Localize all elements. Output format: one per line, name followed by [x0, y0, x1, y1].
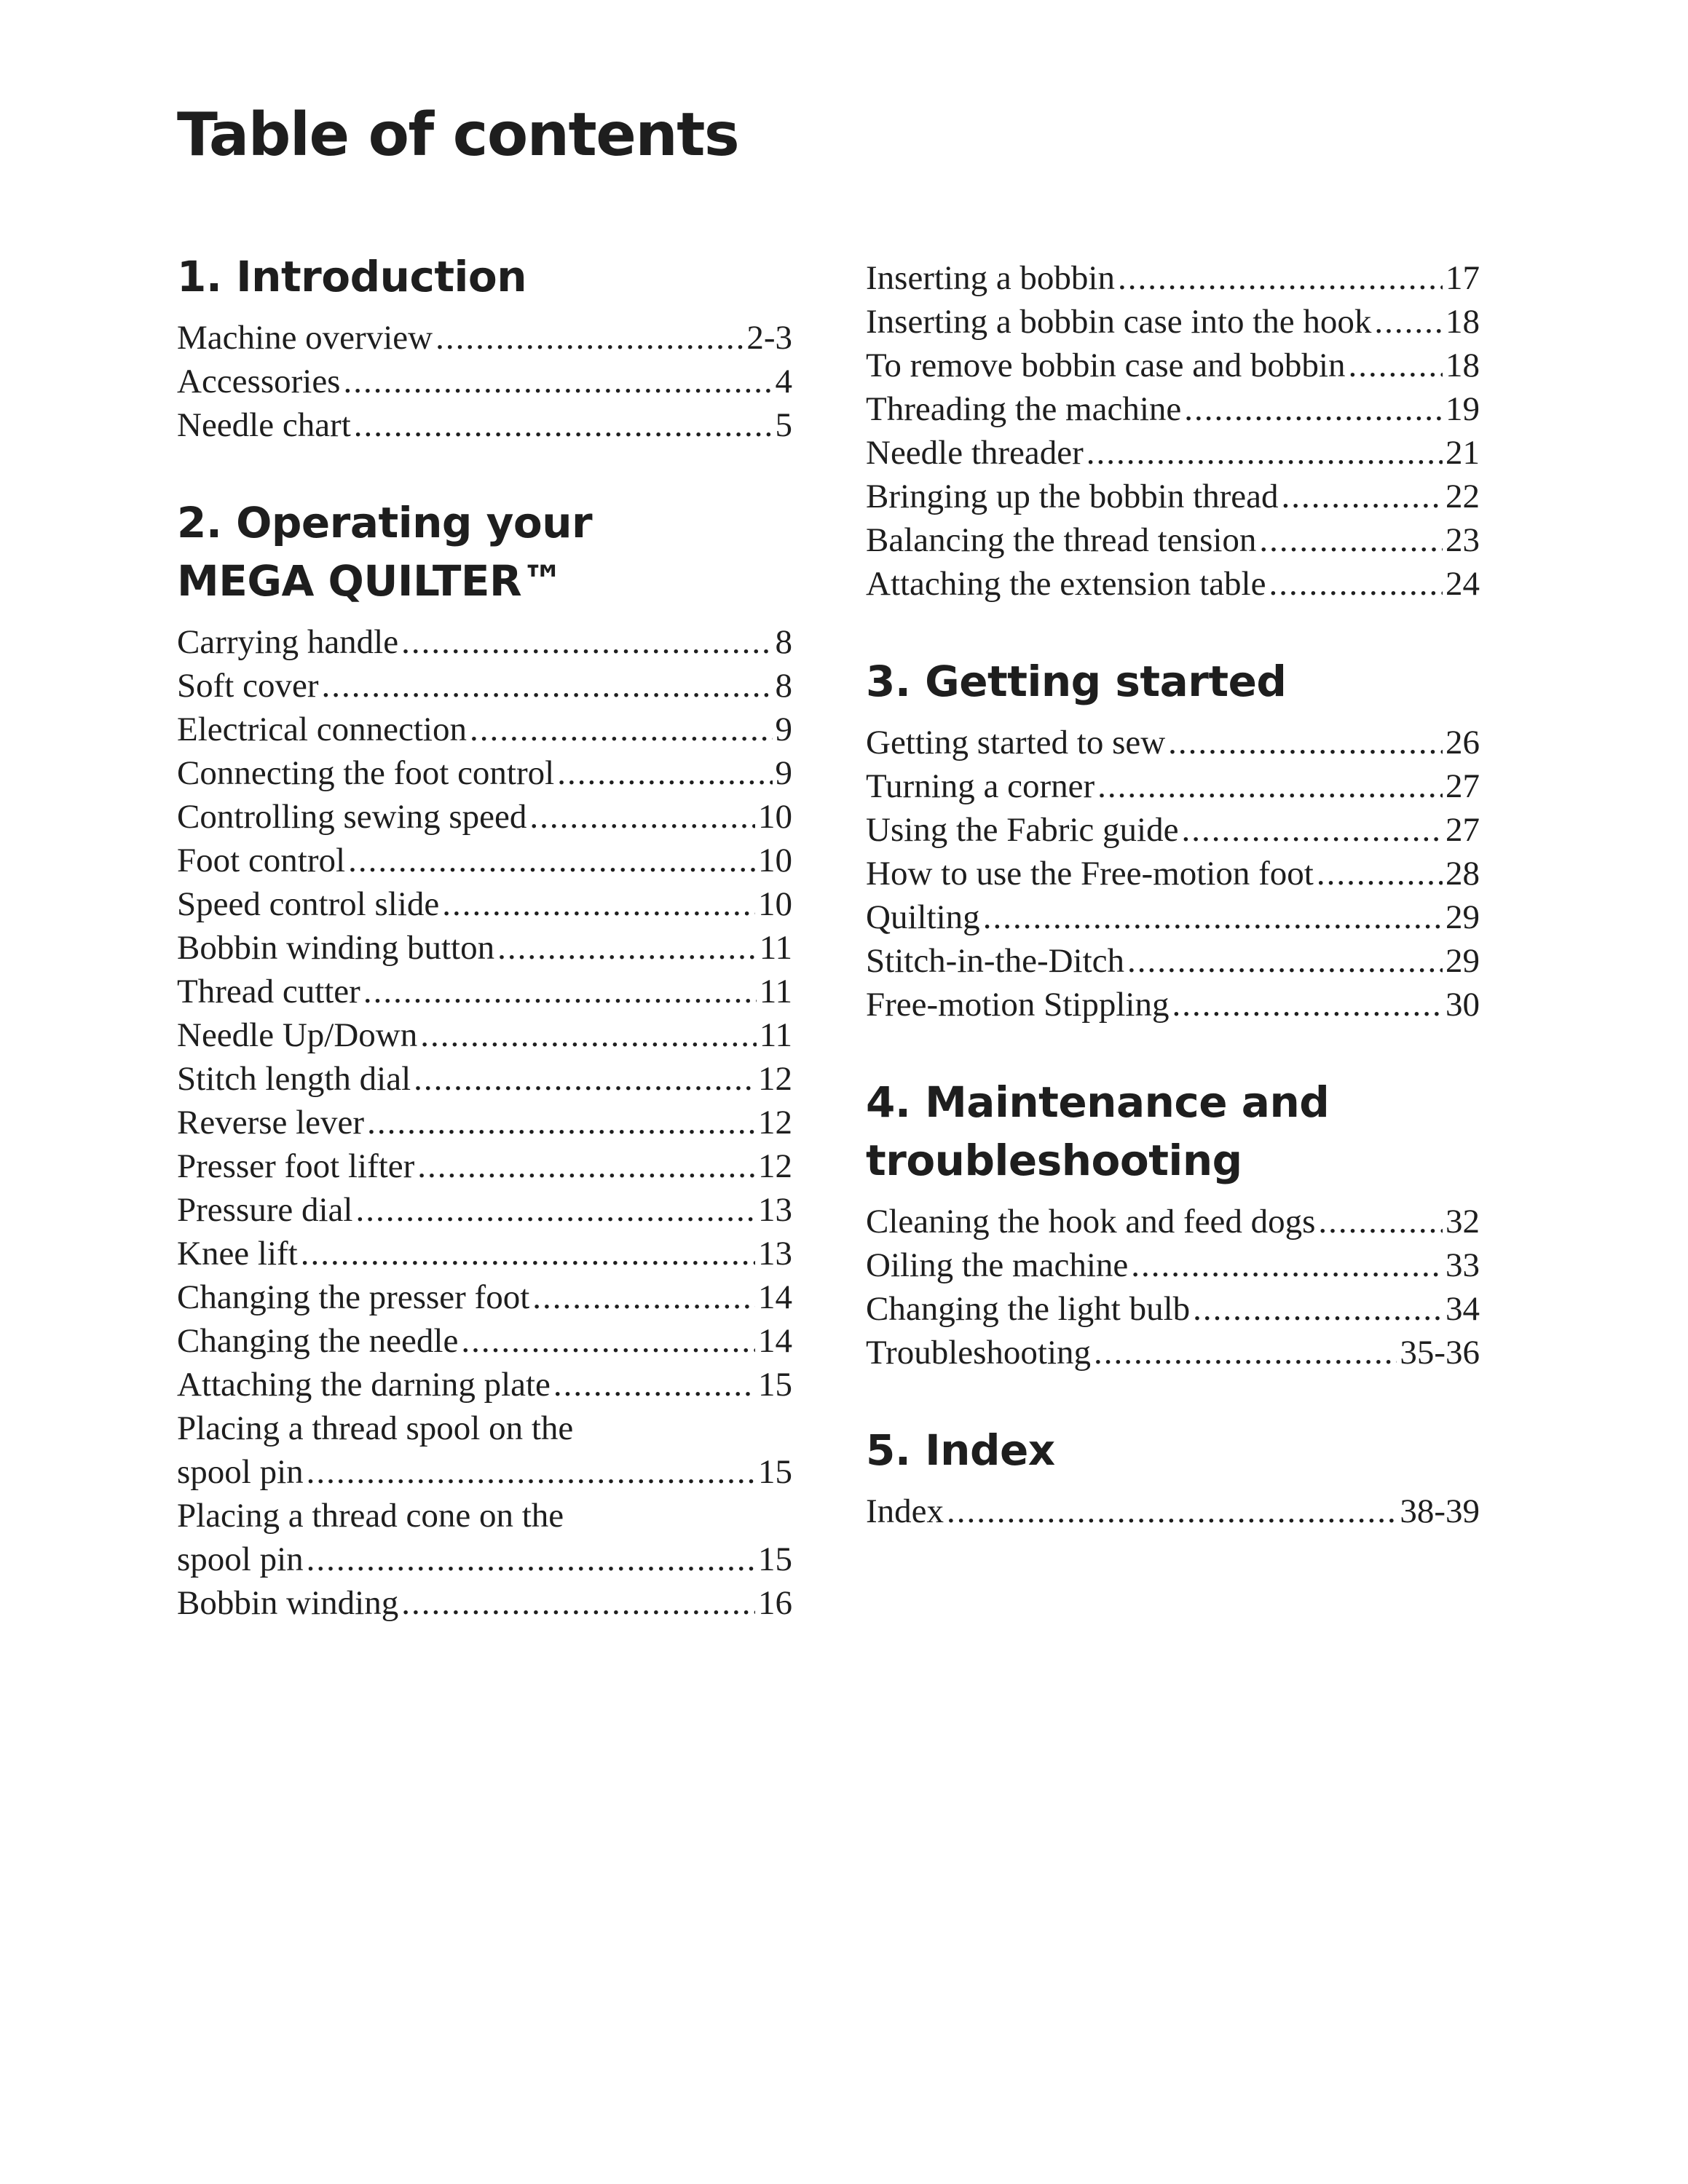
toc-entry-label: Balancing the thread tension — [866, 521, 1257, 559]
toc-entry-page: 23 — [1446, 521, 1480, 559]
toc-entry-row — [177, 664, 792, 708]
dot-leader — [1127, 939, 1443, 983]
toc-entry-row — [866, 852, 1480, 895]
toc-entry[interactable] — [177, 1494, 792, 1581]
toc-entry-page: 35-36 — [1400, 1334, 1480, 1372]
toc-entry[interactable] — [866, 344, 1480, 387]
toc-entry-label: Foot control — [177, 842, 346, 879]
toc-entry-label: Stitch-in-the-Ditch — [866, 942, 1125, 980]
toc-entry[interactable] — [177, 1232, 792, 1275]
toc-entry-row — [177, 1538, 792, 1581]
toc-entry-page: 33 — [1446, 1246, 1480, 1284]
toc-entry-label: Bringing up the bobbin thread — [866, 478, 1279, 515]
toc-entry-label: Bobbin winding — [177, 1584, 399, 1622]
dot-leader — [1282, 475, 1443, 518]
dot-leader — [321, 664, 772, 708]
toc-entry-row — [177, 1101, 792, 1144]
dot-leader — [532, 1275, 755, 1319]
dot-leader — [1259, 518, 1443, 562]
toc-entry-label: Needle chart — [177, 406, 351, 444]
toc-entry-page: 14 — [758, 1322, 792, 1360]
toc-entry[interactable] — [866, 1489, 1480, 1533]
toc-entry-row — [866, 764, 1480, 808]
toc-entry-label: To remove bobbin case and bobbin — [866, 347, 1346, 384]
toc-entry-page: 8 — [775, 623, 792, 661]
toc-section — [177, 248, 792, 447]
toc-entry-label: Knee lift — [177, 1235, 298, 1273]
toc-entry-label: spool pin — [177, 1453, 304, 1491]
toc-entry[interactable] — [177, 1144, 792, 1188]
toc-section — [866, 256, 1480, 606]
toc-entry-label: Presser foot lifter — [177, 1147, 415, 1185]
toc-entry-page: 22 — [1446, 478, 1480, 515]
toc-entry-row — [177, 1188, 792, 1232]
toc-entry[interactable] — [866, 721, 1480, 764]
dot-leader — [1097, 764, 1443, 808]
toc-entry-label: Turning a corner — [866, 767, 1095, 805]
dot-leader — [1168, 721, 1443, 764]
toc-entry-label: Bobbin winding button — [177, 929, 495, 967]
toc-entry-page: 27 — [1446, 811, 1480, 849]
toc-entry-row — [177, 1363, 792, 1406]
toc-entry-row — [177, 1319, 792, 1363]
toc-list — [866, 721, 1480, 1026]
section-heading — [866, 652, 1480, 711]
section-heading — [177, 248, 792, 306]
toc-entry-label: Inserting a bobbin case into the hook — [866, 303, 1372, 341]
toc-entry-page: 27 — [1446, 767, 1480, 805]
dot-leader — [1269, 562, 1443, 606]
toc-entry-label: Needle threader — [866, 434, 1084, 472]
toc-section — [866, 1421, 1480, 1533]
toc-entry-page: 15 — [758, 1453, 792, 1491]
toc-entry-label: Reverse lever — [177, 1104, 365, 1142]
toc-entry[interactable] — [177, 360, 792, 403]
toc-entry-row — [177, 1013, 792, 1057]
toc-entry-row — [866, 1287, 1480, 1331]
toc-entry[interactable] — [866, 431, 1480, 475]
toc-entry[interactable] — [866, 518, 1480, 562]
toc-entry-page: 12 — [758, 1147, 792, 1185]
toc-entry-page: 28 — [1446, 855, 1480, 893]
toc-entry-label: Needle Up/Down — [177, 1016, 418, 1054]
dot-leader — [470, 708, 773, 751]
toc-entry[interactable] — [866, 808, 1480, 852]
toc-entry-page: 16 — [758, 1584, 792, 1622]
toc-entry[interactable] — [866, 983, 1480, 1026]
toc-entry-label: Accessories — [177, 363, 341, 400]
toc-entry-page: 10 — [758, 842, 792, 879]
toc-entry[interactable] — [866, 1287, 1480, 1331]
toc-entry-label: Machine overview — [177, 319, 433, 357]
toc-entry-label: Attaching the darning plate — [177, 1366, 551, 1404]
toc-entry-label: Cleaning the hook and feed dogs — [866, 1203, 1316, 1241]
toc-entry-label: Placing a thread cone on the — [177, 1497, 564, 1535]
section-heading-line: 4. Maintenance and — [866, 1077, 1330, 1127]
section-heading — [177, 494, 792, 610]
toc-entry-page: 18 — [1446, 347, 1480, 384]
toc-entry-page: 11 — [759, 973, 792, 1010]
toc-entry-row — [177, 620, 792, 664]
toc-entry-page: 12 — [758, 1060, 792, 1098]
toc-entry-page: 21 — [1446, 434, 1480, 472]
toc-entry-page: 11 — [759, 1016, 792, 1054]
toc-entry-label: Quilting — [866, 898, 980, 936]
toc-entry-row — [866, 1200, 1480, 1243]
toc-entry[interactable] — [866, 1331, 1480, 1374]
toc-entry-row — [177, 360, 792, 403]
toc-entry-label: Index — [866, 1492, 944, 1530]
toc-entry-page: 2-3 — [746, 319, 792, 357]
toc-entry-page: 30 — [1446, 986, 1480, 1024]
toc-entry-label: How to use the Free-motion foot — [866, 855, 1314, 893]
dot-leader — [553, 1363, 755, 1406]
toc-entry-page: 38-39 — [1400, 1492, 1480, 1530]
toc-entry[interactable] — [866, 300, 1480, 344]
dot-leader — [414, 1057, 755, 1101]
dot-leader — [529, 795, 755, 839]
toc-entry-row — [177, 795, 792, 839]
toc-entry-label: Soft cover — [177, 667, 319, 705]
toc-list — [866, 1489, 1480, 1533]
dot-leader — [348, 839, 755, 882]
toc-entry[interactable] — [866, 562, 1480, 606]
toc-entry[interactable] — [177, 1581, 792, 1625]
toc-entry[interactable] — [866, 475, 1480, 518]
toc-entry[interactable] — [177, 795, 792, 839]
dot-leader — [367, 1101, 755, 1144]
toc-entry[interactable] — [177, 664, 792, 708]
toc-entry-row — [177, 708, 792, 751]
toc-entry-row — [177, 403, 792, 447]
dot-leader — [1348, 344, 1443, 387]
toc-entry-page: 5 — [775, 406, 792, 444]
toc-entry-label: Electrical connection — [177, 711, 467, 748]
toc-entry-label: Changing the light bulb — [866, 1290, 1191, 1328]
dot-leader — [343, 360, 772, 403]
dot-leader — [401, 1581, 755, 1625]
section-heading-line: 5. Index — [866, 1425, 1055, 1475]
toc-entry-row — [177, 1057, 792, 1101]
toc-entry[interactable] — [177, 751, 792, 795]
toc-entry-label: Free-motion Stippling — [866, 986, 1170, 1024]
dot-leader — [461, 1319, 755, 1363]
dot-leader — [354, 403, 773, 447]
dot-leader — [355, 1188, 755, 1232]
toc-list — [177, 316, 792, 447]
toc-entry-row — [177, 1275, 792, 1319]
toc-entry-row — [177, 1581, 792, 1625]
toc-entry[interactable] — [177, 403, 792, 447]
toc-entry[interactable] — [866, 852, 1480, 895]
toc-entry-row — [177, 751, 792, 795]
dot-leader — [442, 882, 755, 926]
toc-entry-row — [866, 808, 1480, 852]
toc-entry-row — [866, 939, 1480, 983]
toc-entry[interactable] — [866, 764, 1480, 808]
toc-entry-label: spool pin — [177, 1540, 304, 1578]
toc-entry-page: 11 — [759, 929, 792, 967]
toc-entry-label: Speed control slide — [177, 885, 440, 923]
toc-entry-row — [177, 1232, 792, 1275]
dot-leader — [1181, 808, 1443, 852]
toc-entry-page: 15 — [758, 1540, 792, 1578]
dot-leader — [557, 751, 772, 795]
toc-entry-page: 13 — [758, 1235, 792, 1273]
toc-entry[interactable] — [177, 1275, 792, 1319]
dot-leader — [1317, 852, 1443, 895]
toc-entry-label: Changing the needle — [177, 1322, 459, 1360]
toc-entry-label: Threading the machine — [866, 390, 1182, 428]
dot-leader — [435, 316, 744, 360]
toc-entry-page: 32 — [1446, 1203, 1480, 1241]
toc-entry-row — [866, 518, 1480, 562]
toc-entry-label: Pressure dial — [177, 1191, 353, 1229]
toc-entry-label: Changing the presser foot — [177, 1278, 530, 1316]
dot-leader — [1172, 983, 1443, 1026]
toc-entry-row — [866, 475, 1480, 518]
toc-entry[interactable] — [177, 882, 792, 926]
toc-entry[interactable] — [177, 926, 792, 970]
toc-entry[interactable] — [177, 1363, 792, 1406]
section-heading-line: MEGA QUILTER™ — [177, 556, 564, 606]
toc-entry[interactable] — [177, 316, 792, 360]
toc-entry-page: 29 — [1446, 942, 1480, 980]
toc-entry[interactable] — [177, 1188, 792, 1232]
toc-entry-row — [177, 316, 792, 360]
toc-entry[interactable] — [177, 620, 792, 664]
toc-entry-row — [177, 926, 792, 970]
dot-leader — [947, 1489, 1397, 1533]
toc-entry-row — [866, 562, 1480, 606]
toc-entry-label: Attaching the extension table — [866, 565, 1266, 603]
toc-list — [866, 1200, 1480, 1374]
toc-entry-row — [866, 300, 1480, 344]
toc-entry[interactable] — [177, 1013, 792, 1057]
toc-list — [866, 256, 1480, 606]
toc-entry[interactable] — [866, 939, 1480, 983]
toc-entry-label: Connecting the foot control — [177, 754, 555, 792]
toc-entry-page: 17 — [1446, 259, 1480, 297]
section-heading-line: 3. Getting started — [866, 657, 1287, 706]
toc-entry-row — [177, 839, 792, 882]
toc-entry-row — [866, 1331, 1480, 1374]
toc-entry-label: Getting started to sew — [866, 724, 1166, 761]
toc-entry[interactable] — [177, 1319, 792, 1363]
section-heading-line: 2. Operating your — [177, 498, 593, 547]
toc-entry-page: 34 — [1446, 1290, 1480, 1328]
toc-entry[interactable] — [177, 970, 792, 1013]
toc-entry-row — [177, 970, 792, 1013]
toc-entry-row — [177, 1144, 792, 1188]
toc-entry-label: Thread cutter — [177, 973, 360, 1010]
toc-entry-row — [866, 431, 1480, 475]
toc-entry-label: Oiling the machine — [866, 1246, 1129, 1284]
toc-entry-page: 15 — [758, 1366, 792, 1404]
toc-entry-row — [866, 721, 1480, 764]
toc-entry[interactable] — [177, 839, 792, 882]
toc-section — [177, 494, 792, 1625]
section-heading — [866, 1421, 1480, 1479]
toc-entry[interactable] — [866, 387, 1480, 431]
toc-entry-row — [866, 256, 1480, 300]
toc-entry[interactable] — [177, 1101, 792, 1144]
toc-entry-page: 24 — [1446, 565, 1480, 603]
toc-entry[interactable] — [177, 1406, 792, 1494]
toc-entry-label: Inserting a bobbin — [866, 259, 1115, 297]
dot-leader — [417, 1144, 755, 1188]
toc-entry-page: 9 — [775, 711, 792, 748]
toc-entry-page: 13 — [758, 1191, 792, 1229]
toc-entry-page: 26 — [1446, 724, 1480, 761]
toc-entry[interactable] — [866, 895, 1480, 939]
toc-entry-label: Using the Fabric guide — [866, 811, 1179, 849]
toc-entry-row — [866, 387, 1480, 431]
dot-leader — [1193, 1287, 1443, 1331]
toc-column-right — [866, 256, 1480, 1533]
dot-leader — [1086, 431, 1443, 475]
dot-leader — [1318, 1200, 1443, 1243]
toc-entry-label: Troubleshooting — [866, 1334, 1092, 1372]
dot-leader — [1184, 387, 1443, 431]
dot-leader — [307, 1450, 755, 1494]
toc-entry-label: Controlling sewing speed — [177, 798, 527, 836]
toc-entry[interactable] — [866, 1243, 1480, 1287]
toc-entry-page: 18 — [1446, 303, 1480, 341]
toc-entry-page: 29 — [1446, 898, 1480, 936]
toc-entry-row — [177, 882, 792, 926]
dot-leader — [1131, 1243, 1443, 1287]
section-heading — [866, 1073, 1480, 1190]
dot-leader — [401, 620, 772, 664]
dot-leader — [1118, 256, 1443, 300]
toc-entry-row — [866, 1489, 1480, 1533]
toc-section — [866, 1073, 1480, 1374]
toc-entry[interactable] — [866, 1200, 1480, 1243]
toc-entry-label: Placing a thread spool on the — [177, 1409, 574, 1447]
section-heading-line: 1. Introduction — [177, 252, 527, 301]
toc-entry-row — [177, 1450, 792, 1494]
toc-entry-page: 19 — [1446, 390, 1480, 428]
toc-list — [177, 620, 792, 1625]
toc-entry-label: Stitch length dial — [177, 1060, 411, 1098]
toc-entry-label: Carrying handle — [177, 623, 399, 661]
toc-entry-page: 9 — [775, 754, 792, 792]
page-title: Table of contents — [177, 100, 739, 170]
dot-leader — [497, 926, 757, 970]
toc-section — [866, 652, 1480, 1026]
toc-entry[interactable] — [177, 1057, 792, 1101]
toc-entry-page: 12 — [758, 1104, 792, 1142]
dot-leader — [983, 895, 1443, 939]
toc-entry-page: 10 — [758, 885, 792, 923]
dot-leader — [307, 1538, 755, 1581]
toc-entry-page: 14 — [758, 1278, 792, 1316]
toc-entry-row — [866, 1243, 1480, 1287]
dot-leader — [363, 970, 757, 1013]
toc-entry[interactable] — [866, 256, 1480, 300]
dot-leader — [1094, 1331, 1397, 1374]
toc-column-left — [177, 248, 792, 1625]
toc-entry-row — [866, 983, 1480, 1026]
section-heading-line: troubleshooting — [866, 1136, 1242, 1185]
toc-entry-page: 4 — [775, 363, 792, 400]
toc-entry-page: 8 — [775, 667, 792, 705]
dot-leader — [301, 1232, 755, 1275]
dot-leader — [420, 1013, 757, 1057]
toc-entry-page: 10 — [758, 798, 792, 836]
dot-leader — [1374, 300, 1443, 344]
toc-entry-row — [866, 895, 1480, 939]
toc-entry[interactable] — [177, 708, 792, 751]
toc-entry-row — [866, 344, 1480, 387]
